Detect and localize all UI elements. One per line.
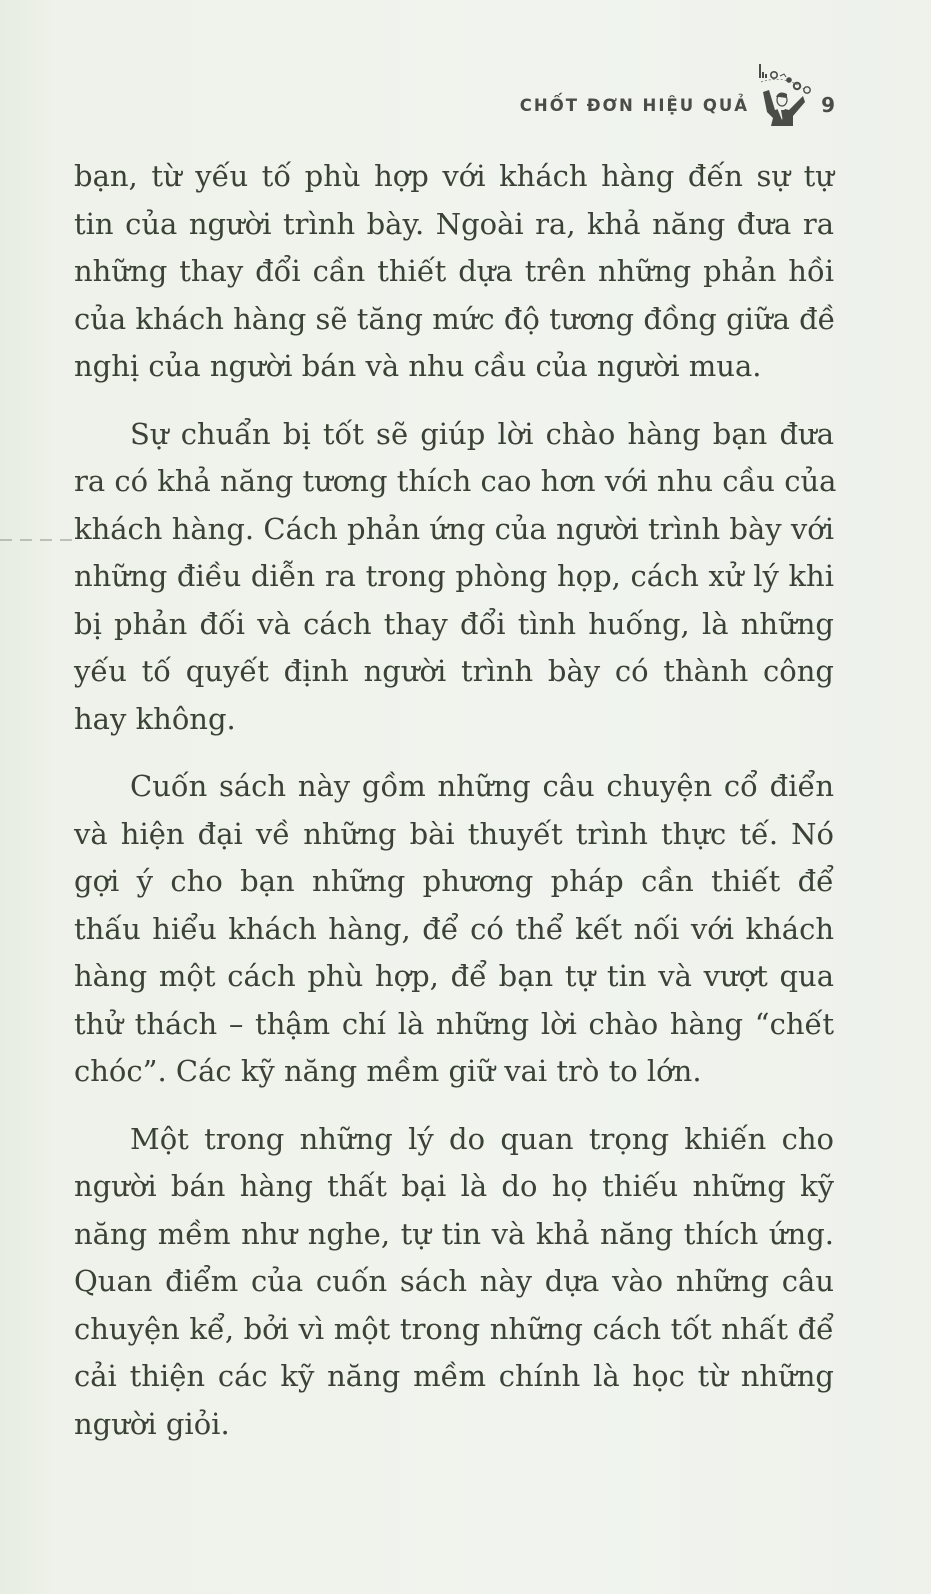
text-line: gợi ý cho bạn những phương pháp cần thiết để: [74, 864, 834, 898]
text-line: hàng một cách phù hợp, để bạn tự tin và vượt qua: [74, 959, 834, 993]
paragraph: [74, 411, 837, 744]
text-line: hay không.: [74, 701, 236, 736]
text-line: thử thách – thậm chí là những lời chào hàng “chết: [74, 1006, 834, 1041]
text-line: Sự chuẩn bị tốt sẽ giúp lời chào hàng bạn đưa: [130, 416, 834, 451]
man-juggling-ideas-icon: [755, 60, 813, 126]
text-line: nghị của người bán và nhu cầu của người mua.: [74, 349, 762, 383]
text-line: ra có khả năng tương thích cao hơn với nhu cầu của: [74, 464, 837, 498]
text-line: tin của người trình bày. Ngoài ra, khả năng đưa ra: [74, 206, 834, 241]
text-line: thấu hiểu khách hàng, để có thể kết nối với khách: [74, 911, 834, 946]
running-title: CHỐT ĐƠN HIỆU QUẢ: [519, 95, 750, 115]
paragraph: [74, 153, 834, 391]
page-number: 9: [821, 93, 835, 117]
text-line: chóc”. Các kỹ năng mềm giữ vai trò to lớn.: [74, 1054, 702, 1088]
paragraph: [74, 1116, 834, 1449]
text-line: bạn, từ yếu tố phù hợp với khách hàng đến sự tự: [74, 159, 834, 193]
paragraph: [74, 763, 834, 1096]
text-line: của khách hàng sẽ tăng mức độ tương đồng giữa đề: [74, 301, 836, 336]
body-text: [74, 153, 837, 1468]
text-line: bị phản đối và cách thay đổi tình huống, là những: [74, 606, 834, 641]
text-line: chuyện kể, bởi vì một trong những cách tốt nhất để: [74, 1311, 834, 1346]
text-line: khách hàng. Cách phản ứng của người trình bày với: [74, 511, 834, 546]
text-line: Một trong những lý do quan trọng khiến cho: [130, 1121, 834, 1156]
text-line: Cuốn sách này gồm những câu chuyện cổ điển: [130, 769, 834, 803]
scan-artifact-mark: [0, 539, 72, 541]
text-line: cải thiện các kỹ năng mềm chính là học từ những: [74, 1359, 834, 1393]
text-line: người bán hàng thất bại là do họ thiếu những kỹ: [74, 1169, 834, 1203]
text-line: những điều diễn ra trong phòng họp, cách xử lý khi: [74, 559, 834, 593]
text-line: những thay đổi cần thiết dựa trên những phản hồi: [74, 254, 834, 288]
text-line: người giỏi.: [74, 1406, 230, 1441]
text-line: và hiện đại về những bài thuyết trình thực tế. Nó: [74, 816, 834, 851]
text-line: Quan điểm của cuốn sách này dựa vào những câu: [74, 1264, 834, 1298]
running-header: [520, 72, 835, 138]
text-line: năng mềm như nghe, tự tin và khả năng thích ứng.: [74, 1216, 834, 1251]
text-line: yếu tố quyết định người trình bày có thành công: [74, 654, 834, 688]
